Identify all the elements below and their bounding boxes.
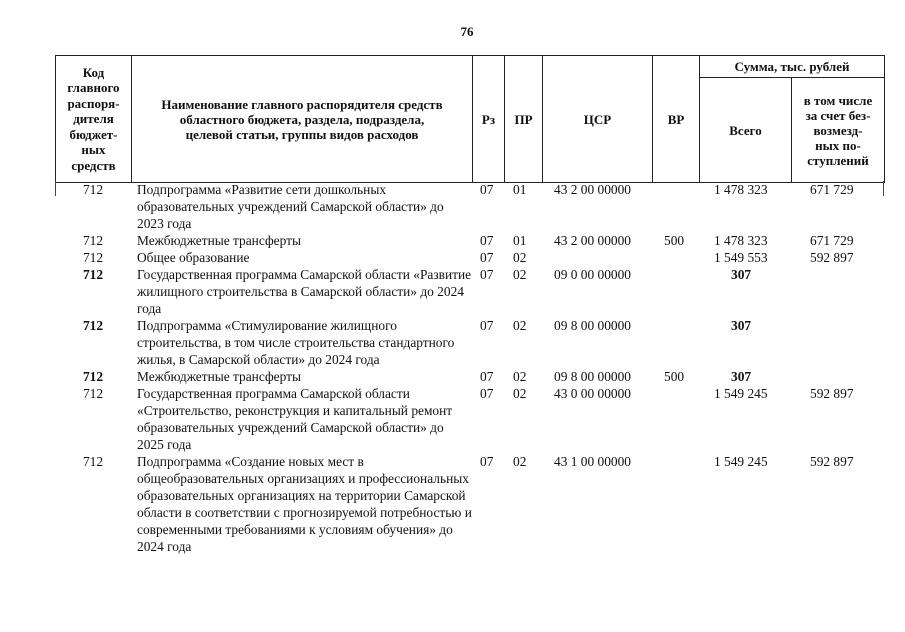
row-vr	[652, 266, 699, 317]
table-row	[55, 266, 884, 317]
table-row	[55, 317, 884, 368]
row-free: 592 897	[810, 454, 854, 469]
row-free	[791, 266, 884, 317]
row-rz: 07	[480, 386, 494, 401]
row-code: 712	[82, 267, 104, 282]
header-sum: Сумма, тыс. рублей	[700, 56, 885, 78]
header-total: Всего	[700, 78, 792, 183]
row-total: 307	[731, 267, 752, 282]
row-vr	[652, 385, 699, 453]
header-free: в том числе за счет без- возмезд- ных по- ступлений	[792, 78, 885, 183]
row-total: 1 549 245	[714, 386, 768, 401]
row-rz: 07	[480, 318, 494, 333]
row-total: 1 478 323	[714, 182, 768, 197]
row-pr: 02	[513, 267, 527, 282]
row-free: 671 729	[810, 182, 854, 197]
row-vr	[652, 453, 699, 555]
row-total: 1 549 245	[714, 454, 768, 469]
table-row	[55, 249, 884, 266]
row-vr: 500	[664, 233, 685, 248]
row-rz: 07	[480, 182, 494, 197]
row-csr: 43 2 00 00000	[554, 233, 631, 248]
row-csr: 09 8 00 00000	[554, 369, 631, 384]
row-code: 712	[82, 386, 104, 401]
header-csr: ЦСР	[543, 56, 653, 183]
row-total: 307	[731, 318, 752, 333]
row-pr: 02	[513, 250, 527, 265]
header-vr: ВР	[653, 56, 700, 183]
row-code: 712	[82, 182, 104, 197]
row-free: 671 729	[810, 233, 854, 248]
row-name: Подпрограмма «Стимулирование жилищного строительства, в том числе строительства стандартного жилья, в Самарской области» до 2024 года	[137, 318, 455, 367]
row-rz: 07	[480, 454, 494, 469]
row-free: 592 897	[810, 386, 854, 401]
row-code: 712	[82, 318, 104, 333]
row-csr: 43 1 00 00000	[554, 454, 631, 469]
row-vr: 500	[664, 369, 685, 384]
row-pr: 02	[513, 318, 527, 333]
row-pr: 02	[513, 369, 527, 384]
row-rz: 07	[480, 233, 494, 248]
row-total: 307	[731, 369, 752, 384]
row-csr: 43 0 00 00000	[554, 386, 631, 401]
table-row	[55, 453, 884, 555]
table-row	[55, 232, 884, 249]
row-rz: 07	[480, 369, 494, 384]
row-pr: 01	[513, 182, 527, 197]
table-row	[55, 368, 884, 385]
row-vr	[652, 317, 699, 368]
row-csr	[542, 249, 652, 266]
page-number: 76	[460, 24, 474, 39]
row-free	[791, 317, 884, 368]
data-table	[55, 181, 884, 555]
header-pr: ПР	[505, 56, 543, 183]
row-name: Межбюджетные трансферты	[137, 369, 301, 384]
row-free: 592 897	[810, 250, 854, 265]
row-name: Государственная программа Самарской области «Строительство, реконструкция и капитальный ремонт образовательных учреждений Самарской области» до 2025 года	[137, 386, 453, 452]
row-code: 712	[82, 233, 104, 248]
row-name: Межбюджетные трансферты	[137, 233, 301, 248]
row-code: 712	[82, 369, 104, 384]
row-total: 1 478 323	[714, 233, 768, 248]
row-csr: 09 0 00 00000	[554, 267, 631, 282]
row-name: Общее образование	[137, 250, 250, 265]
header-rz: Рз	[473, 56, 505, 183]
row-name: Государственная программа Самарской области «Развитие жилищного строительства в Самарской области» до 2024 года	[137, 267, 472, 316]
row-pr: 02	[513, 454, 527, 469]
header-name: Наименование главного распорядителя средств областного бюджета, раздела, подраздела, целевой статьи, группы видов расходов	[132, 56, 473, 183]
table-row	[55, 181, 884, 232]
row-pr: 01	[513, 233, 527, 248]
row-name: Подпрограмма «Создание новых мест в общеобразовательных организациях и профессиональных образовательных организациях на территории Самарской области в соответствии с прогнозируемой потребностью и современными требованиями к условиям обучения» до 2024 года	[137, 454, 472, 554]
row-code: 712	[82, 454, 104, 469]
row-name: Подпрограмма «Развитие сети дошкольных образовательных учреждений Самарской области» до 2023 года	[137, 182, 444, 231]
row-code: 712	[82, 250, 104, 265]
row-csr: 09 8 00 00000	[554, 318, 631, 333]
header-code: Код главного распоря- дителя бюджет- ных средств	[56, 56, 132, 183]
row-vr	[652, 249, 699, 266]
table-row	[55, 385, 884, 453]
row-rz: 07	[480, 250, 494, 265]
row-rz: 07	[480, 267, 494, 282]
row-vr	[652, 181, 699, 232]
row-csr: 43 2 00 00000	[554, 182, 631, 197]
row-free	[791, 368, 884, 385]
table-header	[55, 55, 885, 183]
row-pr: 02	[513, 386, 527, 401]
row-total: 1 549 553	[714, 250, 768, 265]
